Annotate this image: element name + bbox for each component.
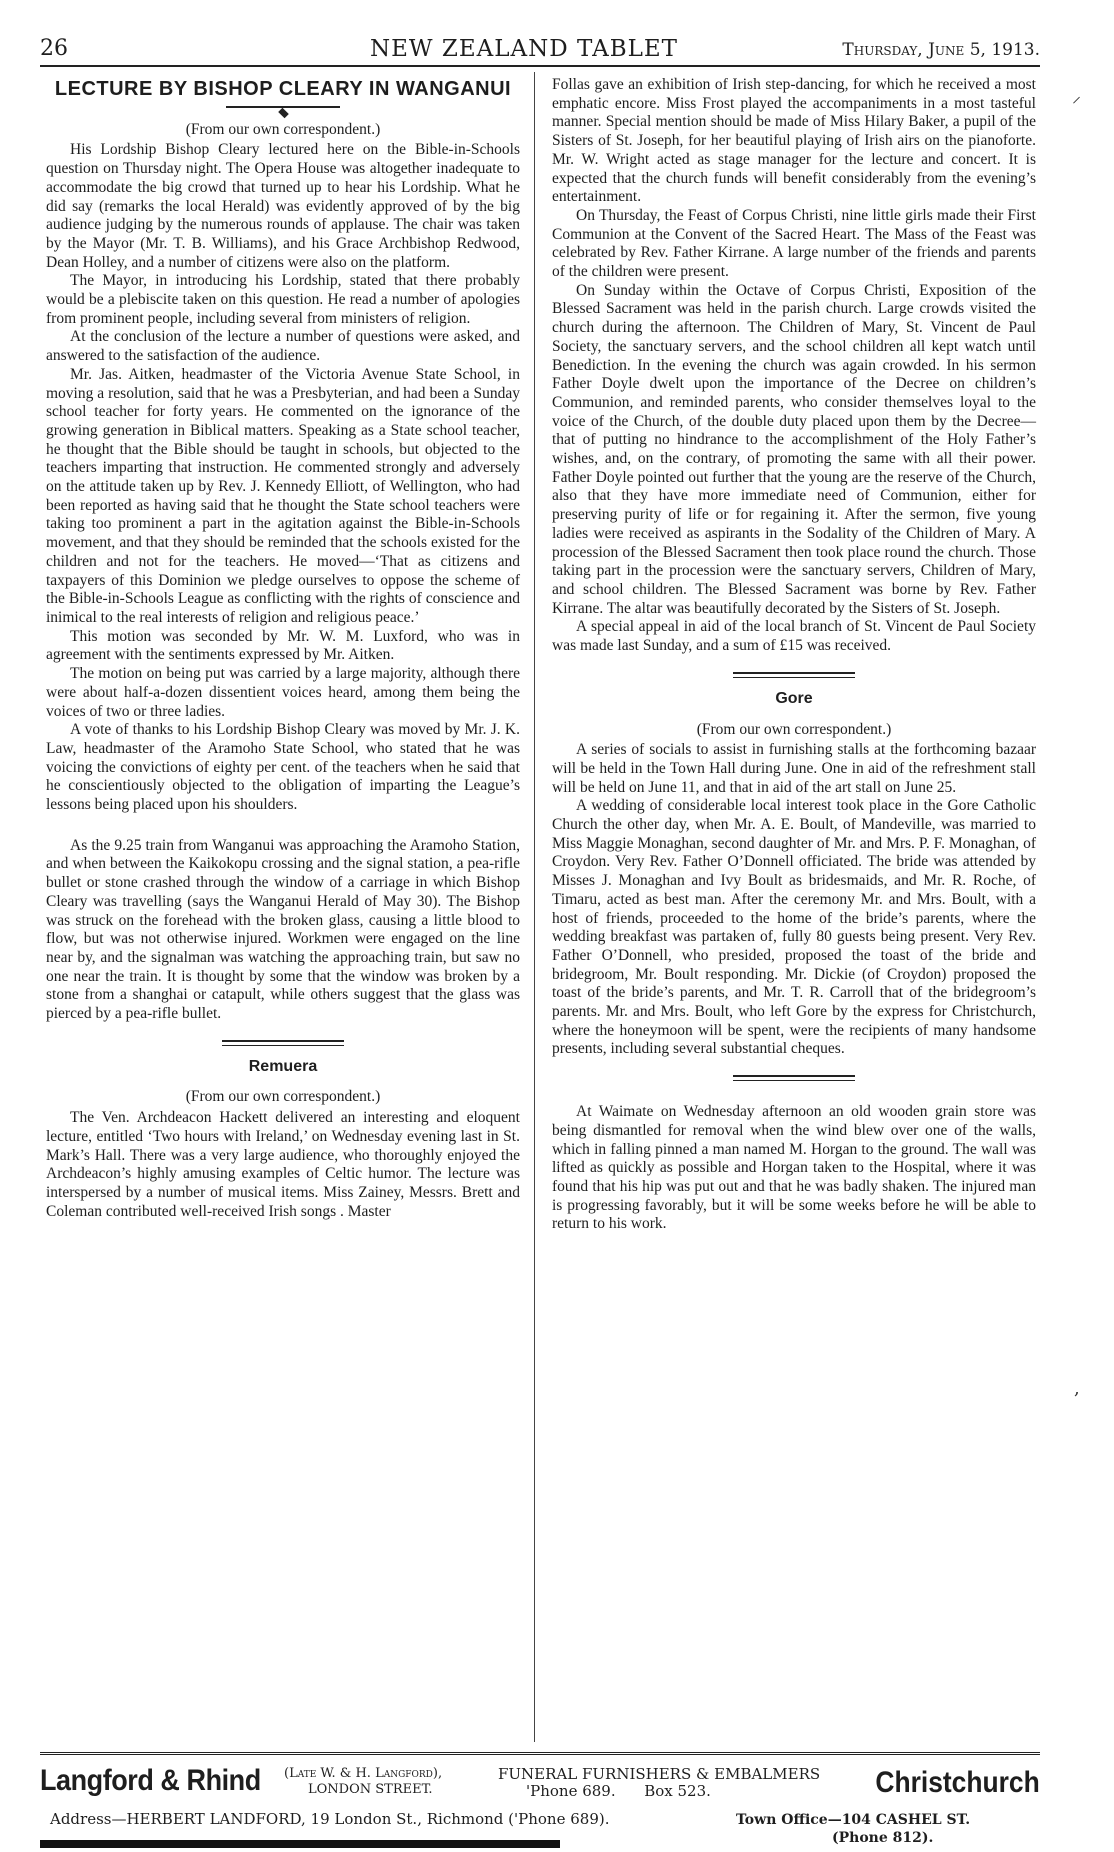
article-paragraph: Mr. Jas. Aitken, headmaster of the Victoria Avenue State School, in moving a resolution, said that he was a Presbyterian, and had been a Sunday school teacher for forty years. He commented on the ignorance of the growing generation in Biblical matters. Speaking as a State school teacher, he thought that the Bible should be taught in schools, but objected to the teachers imparting that instruction. He commented strongly and adversely on the attitude taken up by Rev. J. Kennedy Elliott, of Wellington, who had been reported as having said that he thought the State school teachers were taking too prominent a part in the agitation against the Bible-in-Schools movement, and that they should be reminded that the schools existed for the children and not for the teachers. He moved—‘That as citizens and taxpayers of this Dominion we pledge ourselves to oppose the scheme of the Bible-in-Schools League as conflicting with the rights of conscience and inimical to the real interests of religion and religious peace.’: [46, 365, 520, 626]
remuera-heading: Remuera: [248, 1057, 318, 1075]
advert-formerly-line: (Late W. & H. Langford),: [284, 1766, 443, 1781]
headline-ornament: [46, 103, 520, 111]
left-column: [46, 76, 520, 1221]
advert-town-office: Town Office—104 CASHEL ST.: [736, 1812, 971, 1828]
advert-firm-name: Langford & Rhind: [40, 1764, 261, 1797]
article-paragraph: A special appeal in aid of the local branch of St. Vincent de Paul Society was made last Sunday, and a sum of £15 was received.: [552, 618, 1036, 655]
gore-paragraph: A series of socials to assist in furnishing stalls at the forthcoming bazaar will be held in the Town Hall during June. One in aid of the refreshment stall will be held on June 11, and that in aid of the art stall on June 25.: [552, 741, 1036, 796]
right-column: [552, 76, 1036, 1234]
section-rule: [733, 672, 855, 678]
advert-services-line: FUNERAL FURNISHERS & EMBALMERS: [498, 1765, 821, 1783]
advert-phone-box: 'Phone 689. Box 523.: [526, 1782, 711, 1800]
remuera-byline: (From our own correspondent.): [185, 1088, 381, 1106]
masthead: [40, 36, 1040, 66]
train-incident-paragraph: As the 9.25 train from Wanganui was approaching the Aramoho Station, and when between the Kaikokopu crossing and the signal station, a pea-rifle bullet or stone crashed through the window of a carriage in which Bishop Cleary was travelling (says the Wanganui Herald of May 30). The Bishop was struck on the forehead with the broken glass, causing a little blood to flow, but was not otherwise injured. Workmen were engaged on the line near by, and the signalman was watching the approaching train, but saw no one near the train. It is thought by some that the window was broken by a stone from a shanghai or catapult, while others suggest that the glass was pierced by a pea-rifle bullet.: [46, 836, 520, 1023]
article-paragraph: His Lordship Bishop Cleary lectured here on the Bible-in-Schools question on Thursday night. The Opera House was altogether inadequate to accommodate the big crowd that turned up to hear his Lordship. What he did say (remarks the local Herald) was evidently approved of by the big audience judging by the numerous rounds of applause. The chair was taken by the Mayor (Mr. T. B. Williams), and his Grace Archbishop Redwood, Dean Holley, and a number of citizens were also on the platform.: [46, 141, 520, 271]
article-paragraph: The Mayor, in introducing his Lordship, stated that there probably would be a plebiscite taken on this question. He read a number of apologies from prominent people, including several from ministers of religion.: [46, 272, 520, 327]
article-paragraph: On Thursday, the Feast of Corpus Christi, nine little girls made their First Communion at the Convent of the Sacred Heart. The Mass of the Feast was celebrated by Rev. Father Kirrane. A large number of the friends and parents of the children were present.: [552, 206, 1036, 281]
advert-street: LONDON STREET.: [308, 1782, 433, 1797]
gore-byline: (From our own correspondent.): [696, 720, 892, 738]
funeral-advertisement: [40, 1760, 1040, 1848]
gore-heading: Gore: [775, 689, 813, 707]
advert-services: [498, 1766, 820, 1800]
advert-address: Address—HERBERT LANDFORD, 19 London St., Richmond ('Phone 689).: [50, 1810, 610, 1828]
margin-mark: ,: [1074, 1378, 1080, 1399]
advert-city: Christchurch: [875, 1766, 1040, 1799]
section-gap: [46, 815, 520, 837]
publication-title: NEW ZEALAND TABLET: [370, 36, 679, 62]
article-paragraph: The motion on being put was carried by a large majority, although there were about half-a-dozen dissentient voices heard, among them being the voices of two or three ladies.: [46, 665, 520, 720]
advert-formerly: [284, 1766, 442, 1798]
article-paragraph: This motion was seconded by Mr. W. M. Luxford, who was in agreement with the sentiments expressed by Mr. Aitken.: [46, 627, 520, 664]
column-divider: [534, 72, 535, 1742]
remuera-paragraph: The Ven. Archdeacon Hackett delivered an interesting and eloquent lecture, entitled ‘Two hours with Ireland,’ on Wednesday evening last in St. Mark’s Hall. There was a very large audience, who thoroughly enjoyed the Archdeacon’s highly amusing examples of Celtic humor. The lecture was interspersed by a number of musical items. Miss Zainey, Messrs. Brett and Coleman contributed well-received Irish songs . Master: [46, 1109, 520, 1220]
issue-date: Thursday, June 5, 1913.: [842, 40, 1040, 60]
advert-rule: [40, 1752, 1040, 1758]
article-paragraph: At the conclusion of the lecture a number of questions were asked, and answered to the satisfaction of the audience.: [46, 328, 520, 365]
article-paragraph: A vote of thanks to his Lordship Bishop Cleary was moved by Mr. J. K. Law, headmaster of the Aramoho State School, who stated that he was voicing the convictions of eighty per cent. of the teachers when he said that he conscientiously objected to the obligation of imparting the League’s lessons being placed upon his shoulders.: [46, 721, 520, 814]
header-rule: [40, 65, 1040, 67]
continued-paragraph: Follas gave an exhibition of Irish step-dancing, for which he received a most emphatic encore. Miss Frost played the accompaniments in a most tasteful manner. Special mention should be made of Miss Hilary Baker, a pupil of the Sisters of St. Joseph, for her beautiful playing of Irish airs on the pianoforte. Mr. W. Wright acted as stage manager for the lecture and concert. It is expected that the church funds will benefit considerably from the evening’s entertainment.: [552, 76, 1036, 206]
page-number: 26: [40, 36, 68, 61]
advert-town-phone: (Phone 812).: [832, 1830, 934, 1846]
gore-paragraph: A wedding of considerable local interest took place in the Gore Catholic Church the other day, when Mr. A. E. Boult, of Mandeville, was married to Miss Maggie Monaghan, second daughter of Mr. and Mrs. P. F. Monaghan, of Croydon. Very Rev. Father O’Donnell officiated. The bride was attended by Misses J. Monaghan and Ivy Boult as bridesmaids, and Mr. R. Roche, of Timaru, acted as best man. After the ceremony Mr. and Mrs. Boult, with a host of friends, proceeded to the home of the bride’s parents, where the wedding breakfast was partaken of, fully 80 guests being present. Very Rev. Father O’Donnell, who presided, proposed the toast of the bride and bridegroom, Mr. Boult responding. Mr. Dickie (of Croydon) proposed the toast of the bride’s parents, and Mr. T. R. Carroll that of the bridegroom’s parents. Mr. and Mrs. Boult, who left Gore by the express for Christchurch, where the honeymoon will be spent, were the recipients of many handsome presents, including several substantial cheques.: [552, 797, 1036, 1058]
article-paragraph: On Sunday within the Octave of Corpus Christi, Exposition of the Blessed Sacrament was held in the parish church. Large crowds visited the church during the afternoon. The Children of Mary, St. Vincent de Paul Society, the sanctuary servers, and the school children all kept watch until Benediction. In the evening the church was again crowded. In his sermon Father Doyle dwelt upon the importance of the Decree on children’s Communion, and reminded parents, who consider themselves loyal to the voice of the Church, of the double duty placed upon them by the Decree—that of putting no hindrance to the accomplishment of the Holy Father’s wishes, and, on the contrary, of promoting the same with all their power. Father Doyle pointed out further that the young are the reserve of the Church, also that they have more immediate need of Communion, either for preserving purity of life or for regaining it. After the sermon, five young ladies were received as aspirants in the Sodality of the Children of Mary. A procession of the Blessed Sacrament then took place round the church. Those taking part in the procession were the sanctuary servers, Children of Mary, and school children. The Blessed Sacrament was borne by Rev. Father Kirrane. The altar was beautifully decorated by the Sisters of St. Joseph.: [552, 281, 1036, 617]
section-rule: [222, 1040, 344, 1046]
section-gap: [552, 1081, 1036, 1103]
article-byline: (From our own correspondent.): [185, 120, 381, 138]
article-headline: LECTURE BY BISHOP CLEARY IN WANGANUI: [54, 78, 512, 100]
waimate-paragraph: At Waimate on Wednesday afternoon an old wooden grain store was being dismantled for removal when the wind blew over one of the walls, which in falling pinned a man named M. Horgan to the ground. The wall was lifted as quickly as possible and Horgan taken to the Hospital, where it was found that his hip was put out and that he was badly shaken. The injured man is progressing favorably, but it will be some weeks before he will be able to return to his work.: [552, 1103, 1036, 1233]
advert-damaged-strip: [40, 1840, 560, 1848]
margin-mark: ⸝: [1072, 86, 1081, 107]
